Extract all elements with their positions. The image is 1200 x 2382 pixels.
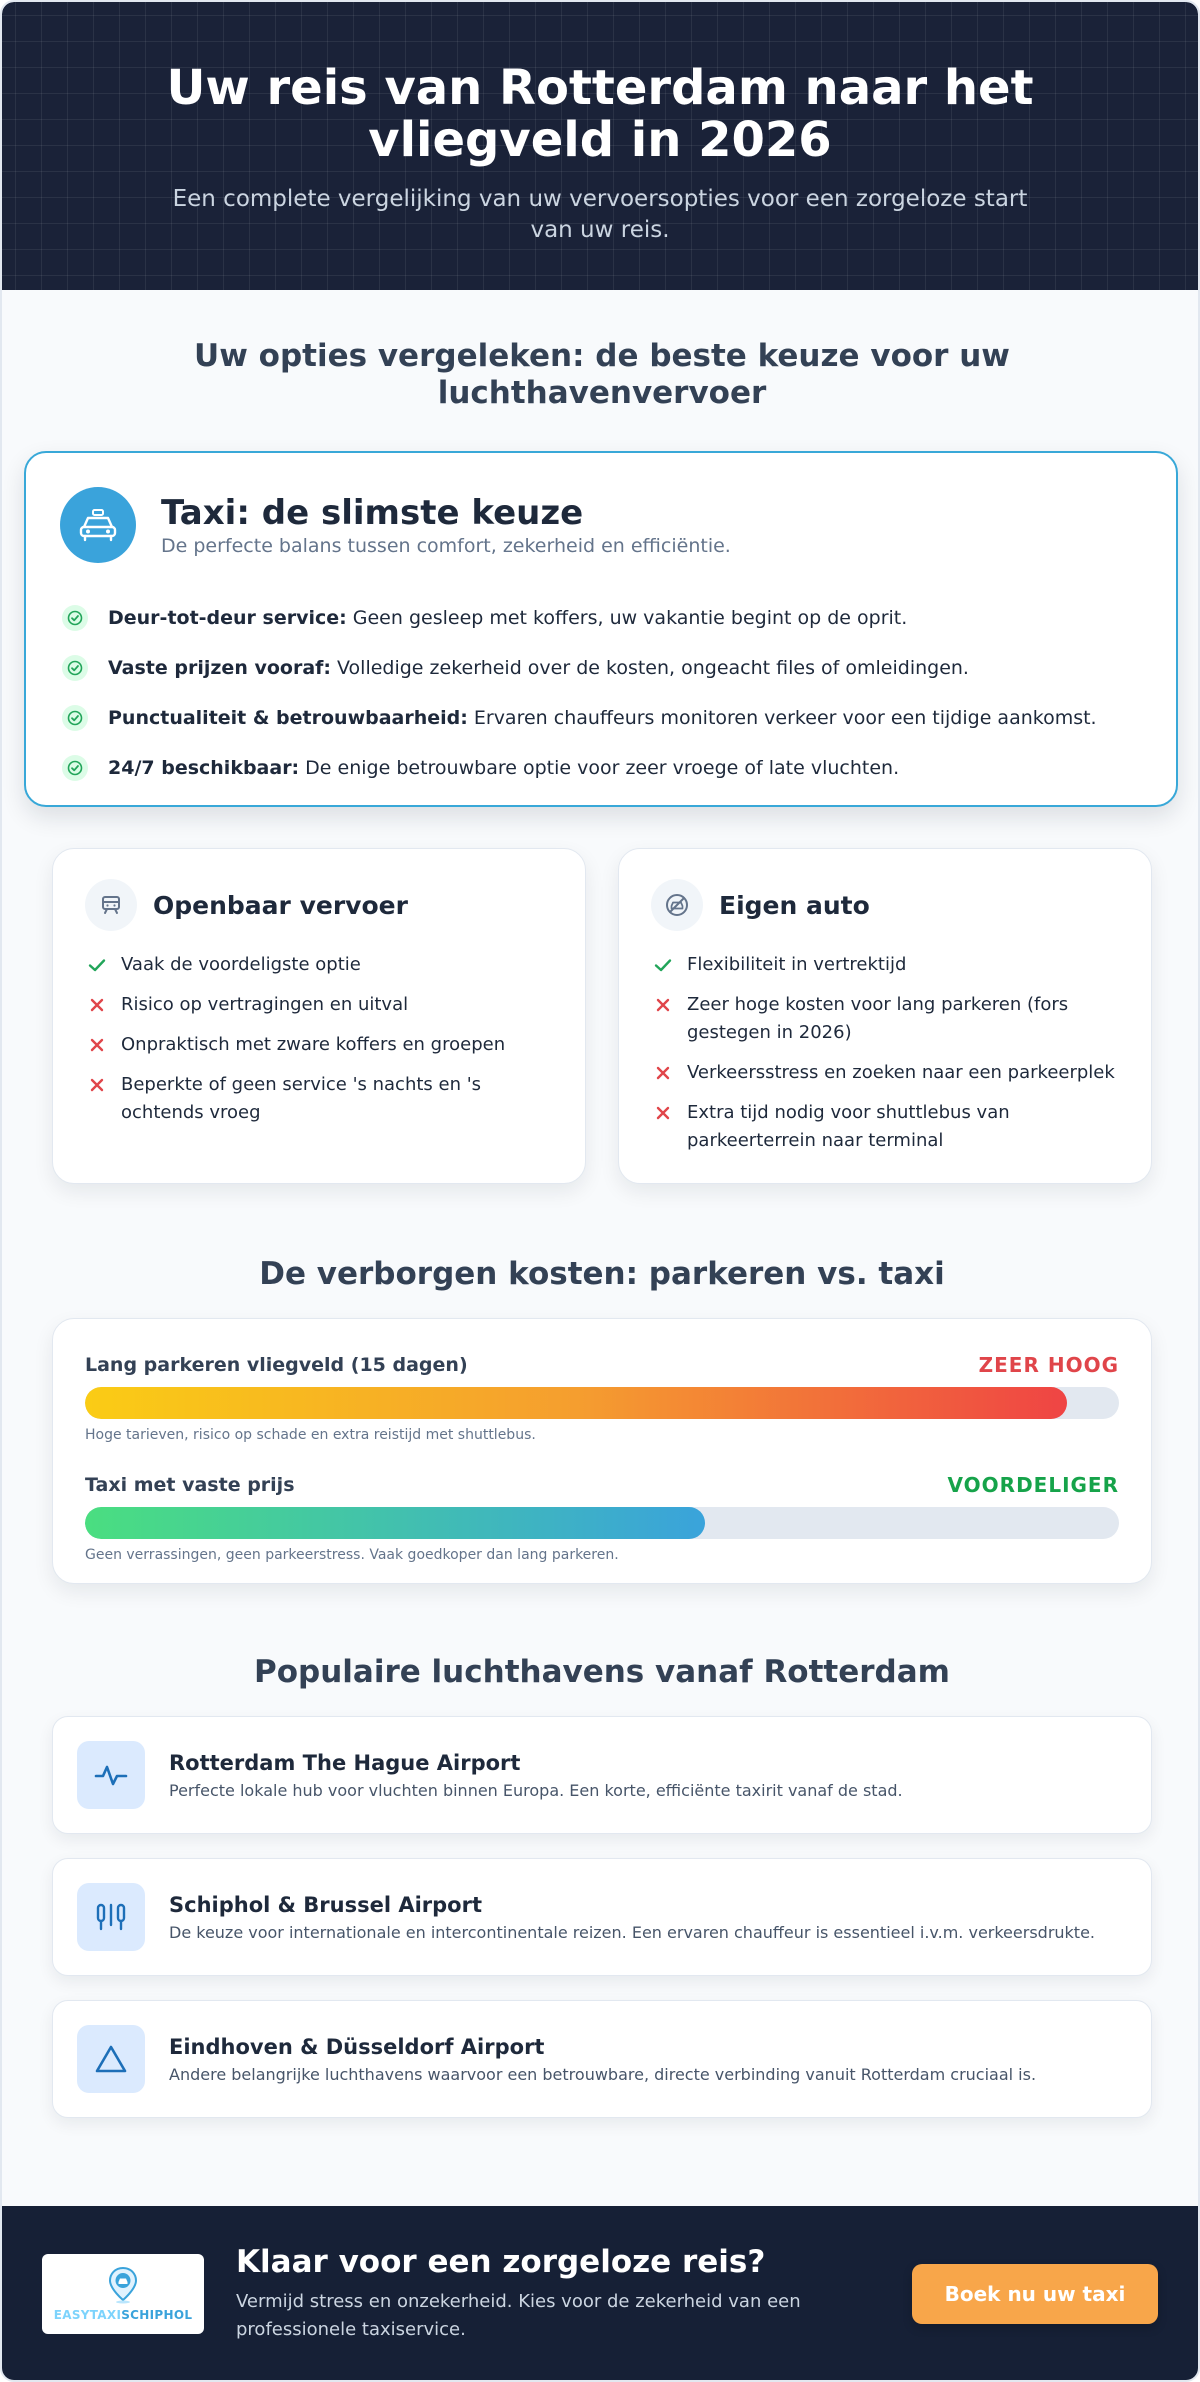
own-car-list xyxy=(651,951,1119,1155)
cross-icon xyxy=(651,1099,675,1127)
costs-section-title: De verborgen kosten: parkeren vs. taxi xyxy=(259,1256,945,1292)
check-icon xyxy=(85,951,109,979)
logo xyxy=(42,2254,204,2334)
airport-description: Andere belangrijke luchthavens waarvoor een betrouwbare, directe verbinding vanuit Rotterdam cruciaal is. xyxy=(169,2064,1037,2084)
feature-text: Ervaren chauffeurs monitoren verkeer voor een tijdige aankomst. xyxy=(473,707,1097,729)
page-title: Uw reis van Rotterdam naar het vliegveld in 2026 xyxy=(166,60,1034,168)
cost-row-parking xyxy=(85,1353,1119,1443)
cost-bar-fill xyxy=(85,1507,705,1539)
cross-icon xyxy=(85,1031,109,1059)
airports-section-title: Populaire luchthavens vanaf Rotterdam xyxy=(254,1654,950,1690)
book-taxi-button[interactable]: Boek nu uw taxi xyxy=(912,2264,1158,2324)
compare-section-title: Uw opties vergeleken: de beste keuze voor uw luchthavenvervoer xyxy=(194,338,1010,411)
feature-text: Volledige zekerheid over de kosten, ongeacht files of omleidingen. xyxy=(337,657,969,679)
public-transport-list xyxy=(85,951,553,1127)
logo-text-part1: EASYTAXI xyxy=(53,2308,122,2322)
taxi-option-card xyxy=(24,451,1178,807)
pulse-icon xyxy=(77,1741,145,1809)
cross-icon xyxy=(651,991,675,1019)
cross-icon xyxy=(85,1071,109,1099)
con-item xyxy=(85,1031,553,1059)
footer-title: Klaar voor een zorgeloze reis? xyxy=(236,2244,766,2280)
taxi-feature-list xyxy=(60,593,1142,793)
taxi-card-subtitle: De perfecte balans tussen comfort, zekerheid en efficiëntie. xyxy=(161,535,731,557)
airport-card[interactable] xyxy=(52,1716,1152,1834)
option-item-text: Onpraktisch met zware koffers en groepen xyxy=(121,1034,506,1055)
feature-label: 24/7 beschikbaar: xyxy=(108,757,300,779)
train-icon xyxy=(85,879,137,931)
airport-card[interactable] xyxy=(52,2000,1152,2118)
cost-label: Taxi met vaste prijs xyxy=(85,1474,295,1496)
car-icon xyxy=(651,879,703,931)
option-item-text: Zeer hoge kosten voor lang parkeren (fors gestegen in 2026) xyxy=(687,994,1069,1043)
airport-description: De keuze voor internationale en intercontinentale reizen. Een ervaren chauffeur is essentieel i.v.m. verkeersdrukte. xyxy=(169,1922,1095,1942)
cost-note: Geen verrassingen, geen parkeerstress. Vaak goedkoper dan lang parkeren. xyxy=(85,1547,619,1563)
con-item xyxy=(651,1099,1119,1155)
taxi-feature xyxy=(60,693,1142,743)
con-item xyxy=(85,1071,553,1127)
cost-bar-track xyxy=(85,1387,1119,1419)
option-item-text: Verkeersstress en zoeken naar een parkeerplek xyxy=(687,1062,1115,1083)
con-item xyxy=(85,991,553,1019)
columns-icon xyxy=(77,1883,145,1951)
triangle-icon xyxy=(77,2025,145,2093)
taxi-feature xyxy=(60,643,1142,693)
map-pin-taxi-icon xyxy=(106,2266,140,2304)
check-circle-icon xyxy=(62,755,88,781)
public-transport-title: Openbaar vervoer xyxy=(153,890,408,920)
airport-description: Perfecte lokale hub voor vluchten binnen Europa. Een korte, efficiënte taxirit vanaf de stad. xyxy=(169,1780,903,1800)
public-transport-card xyxy=(52,848,586,1184)
cost-level-badge: VOORDELIGER xyxy=(947,1473,1119,1497)
option-item-text: Extra tijd nodig voor shuttlebus van parkeerterrein naar terminal xyxy=(687,1102,1010,1151)
check-circle-icon xyxy=(62,605,88,631)
airport-name: Rotterdam The Hague Airport xyxy=(169,1750,521,1775)
footer-cta-banner xyxy=(2,2206,1198,2382)
taxi-feature xyxy=(60,743,1142,793)
con-item xyxy=(651,1059,1119,1087)
cost-bar-fill xyxy=(85,1387,1067,1419)
taxi-icon xyxy=(60,487,136,563)
check-circle-icon xyxy=(62,655,88,681)
own-car-title: Eigen auto xyxy=(719,890,870,920)
taxi-card-title: Taxi: de slimste keuze xyxy=(161,493,584,533)
pro-item xyxy=(85,951,553,979)
feature-text: De enige betrouwbare optie voor zeer vroege of late vluchten. xyxy=(305,757,900,779)
cross-icon xyxy=(85,991,109,1019)
hero-banner xyxy=(2,2,1198,290)
cost-comparison-card xyxy=(52,1318,1152,1584)
cost-note: Hoge tarieven, risico op schade en extra reistijd met shuttlebus. xyxy=(85,1427,536,1443)
check-circle-icon xyxy=(62,705,88,731)
check-icon xyxy=(651,951,675,979)
feature-label: Deur-tot-deur service: xyxy=(108,607,347,629)
logo-text-part2: SCHIPHOL xyxy=(121,2308,193,2322)
option-item-text: Flexibiliteit in vertrektijd xyxy=(687,954,907,975)
cost-level-badge: ZEER HOOG xyxy=(978,1353,1119,1377)
cost-bar-track xyxy=(85,1507,1119,1539)
feature-label: Vaste prijzen vooraf: xyxy=(108,657,332,679)
pro-item xyxy=(651,951,1119,979)
cost-label: Lang parkeren vliegveld (15 dagen) xyxy=(85,1354,468,1376)
footer-text: Vermijd stress en onzekerheid. Kies voor de zekerheid van een professionele taxiservice. xyxy=(236,2291,801,2340)
airport-name: Schiphol & Brussel Airport xyxy=(169,1892,482,1917)
option-item-text: Risico op vertragingen en uitval xyxy=(121,994,409,1015)
airport-name: Eindhoven & Düsseldorf Airport xyxy=(169,2034,545,2059)
con-item xyxy=(651,991,1119,1047)
taxi-feature xyxy=(60,593,1142,643)
hero-subtitle: Een complete vergelijking van uw vervoersopties voor een zorgeloze start van uw reis. xyxy=(172,186,1028,243)
cross-icon xyxy=(651,1059,675,1087)
airport-card[interactable] xyxy=(52,1858,1152,1976)
feature-text: Geen gesleep met koffers, uw vakantie begint op de oprit. xyxy=(352,607,908,629)
cost-row-taxi xyxy=(85,1473,1119,1563)
option-item-text: Vaak de voordeligste optie xyxy=(121,954,361,975)
own-car-card xyxy=(618,848,1152,1184)
feature-label: Punctualiteit & betrouwbaarheid: xyxy=(108,707,468,729)
option-item-text: Beperkte of geen service 's nachts en 's ochtends vroeg xyxy=(121,1074,482,1123)
